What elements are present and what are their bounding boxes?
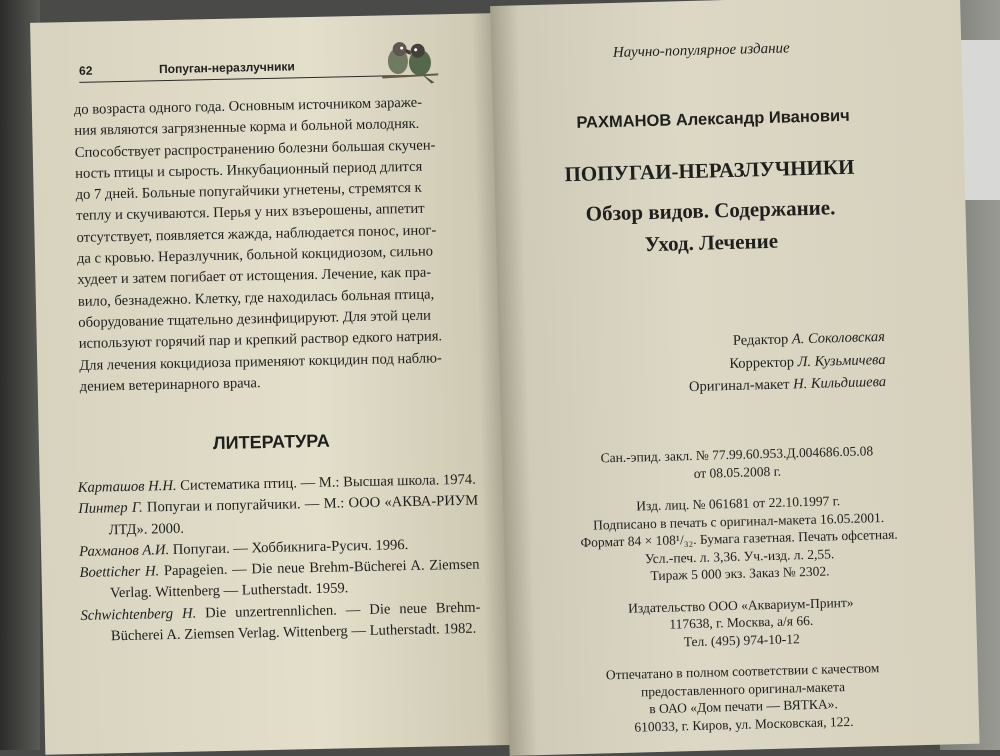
reference-author: Карташов Н.Н. xyxy=(77,477,177,496)
credit-name: Л. Кузьмичева xyxy=(797,351,886,370)
body-line: худеет и затем погибает от истощения. Лечение, как пра- xyxy=(77,264,432,289)
imprint-line: Тел. (495) 974-10-12 xyxy=(683,630,800,649)
imprint-print-details-block xyxy=(553,490,925,587)
imprint-line: Усл.-печ. л. 3,36. Уч.-изд. л. 2,55. xyxy=(644,545,835,566)
body-line: отсутствует, появляется жажда, наблюдается понос, иног- xyxy=(76,222,437,246)
imprint-line: Подписано в печать с оригинал-макета 16.05.2001. xyxy=(592,509,885,533)
imprint-line: Отпечатано в полном соответствии с качеством xyxy=(605,660,880,683)
reference-text: Papageien. — Die neue Brehm-Bücherei A. Ziemsen Verlag. Wittenberg — Lutherstadt. 1959. xyxy=(109,556,480,602)
reference-author: Boetticher H. xyxy=(79,563,160,582)
subtitle-line: Уход. Лечение xyxy=(644,228,779,257)
body-line: до 7 дней. Больные попугайчики угнетены, стремятся к xyxy=(75,179,422,204)
running-title: Попуган-неразлучники xyxy=(158,59,295,77)
body-line: используют горячий пар и крепкий раствор едкого натрия. xyxy=(78,328,443,353)
reference-text: Попугаи. — Хоббикнига-Русич. 1996. xyxy=(168,536,409,558)
credits xyxy=(595,326,887,401)
body-line: ность птицы и сырость. Инкубационный период длится xyxy=(75,158,423,182)
imprint-line: Тираж 5 000 экз. Заказ № 2302. xyxy=(650,563,830,584)
body-line: да с кровью. Неразлучник, больной кокцидиозом, сильно xyxy=(76,243,434,268)
subtitle-line: Обзор видов. Содержание. xyxy=(585,195,836,226)
reference-text: Систематика птиц. — М.: Высшая школа. 1974. xyxy=(176,471,476,494)
literature-heading: ЛИТЕРАТУРА xyxy=(212,430,330,454)
background-paper-sheet xyxy=(960,40,1000,200)
imprint-sanitary-block xyxy=(552,441,923,486)
body-line: ния являются загрязненные корма и больной молодняк. xyxy=(74,116,420,140)
imprint-line: предоставленного оригинал-макета xyxy=(640,678,846,699)
right-page xyxy=(490,0,979,756)
reference-list xyxy=(78,470,481,649)
imprint-line: в ОАО «Дом печати — ВЯТКА». xyxy=(649,696,838,717)
left-page xyxy=(30,13,510,755)
credit-role: Корректор xyxy=(729,353,798,372)
imprint-line: Сан.-эпид. закл. № 77.99.60.953.Д.004686.05.08 xyxy=(600,443,874,466)
page-number: 62 xyxy=(78,63,93,78)
genre-label: Научно-популярное издание xyxy=(612,40,790,61)
body-line: вило, безнадежно. Клетку, где находилась больная птица, xyxy=(77,286,435,310)
body-text xyxy=(74,91,490,398)
body-line: до возраста одного года. Основным источником зараже- xyxy=(73,94,423,118)
reference-author: Schwichtenberg H. xyxy=(80,605,197,624)
imprint xyxy=(552,441,930,752)
reference-author: Пинтер Г. xyxy=(78,499,143,518)
imprint-line: 117638, г. Москва, а/я 66. xyxy=(669,612,814,632)
body-line: оборудование тщательно дезинфицируют. Для этой цели xyxy=(78,307,432,331)
credit-name: Н. Кильдишева xyxy=(792,373,887,393)
book-title: ПОПУГАИ-НЕРАЗЛУЧНИКИ xyxy=(564,154,855,187)
lovebirds-illustration-icon xyxy=(375,34,446,85)
reference-text: Попугаи и попугайчики. — М.: ООО «АКВА-РИУМ ЛТД». 2000. xyxy=(108,492,479,538)
imprint-line: Формат 84 × 108¹/₃₂. Бумага газетная. Печать офсетная. xyxy=(580,526,898,550)
credit-role: Редактор xyxy=(732,331,793,349)
author-name: РАХМАНОВ Александр Иванович xyxy=(576,106,850,132)
imprint-line: Издательство ООО «Аквариум-Принт» xyxy=(627,594,854,616)
running-head xyxy=(79,55,409,83)
body-line: теплу и скучиваются. Перья у них взъерошены, аппетит xyxy=(75,201,425,225)
reference-author: Рахманов А.И. xyxy=(78,541,170,560)
credit-name: А. Соколовская xyxy=(791,328,886,348)
imprint-line: Изд. лиц. № 061681 от 22.10.1997 г. xyxy=(636,493,841,514)
reference-item xyxy=(80,597,481,648)
body-line: дением ветеринарного врача. xyxy=(79,374,261,395)
credit-role: Оригинал-макет xyxy=(688,376,794,396)
imprint-publisher-block xyxy=(556,591,927,653)
imprint-line: от 08.05.2008 г. xyxy=(693,463,782,481)
imprint-printer-block xyxy=(557,658,929,738)
body-line: Для лечения кокцидиоза применяют кокцидин под наблю- xyxy=(79,349,442,374)
body-line: Способствует распространению болезни большая скучен- xyxy=(74,137,436,161)
book-subtitle xyxy=(525,190,897,264)
imprint-line: 610033, г. Киров, ул. Московская, 122. xyxy=(634,713,854,735)
reference-text: Die unzertrennlichen. — Die neue Brehm-Bücherei A. Ziemsen Verlag. Wittenberg — Lutherstadt. 1982. xyxy=(110,599,481,645)
